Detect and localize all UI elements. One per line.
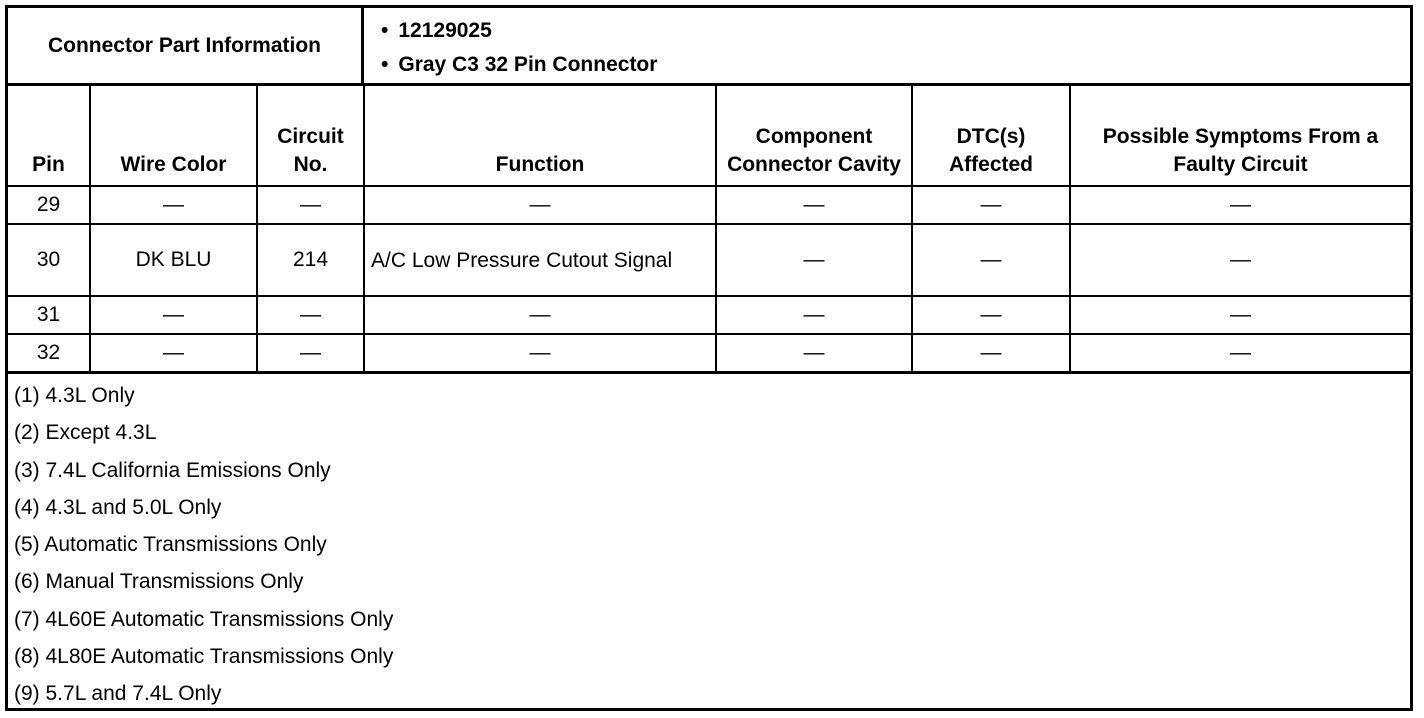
footnote: (6) Manual Transmissions Only [14,570,304,594]
cell-symptoms: — [1070,334,1410,372]
cell-function: — [364,296,716,334]
cell-symptoms: — [1070,186,1410,224]
cell-pin: 31 [8,296,90,334]
pinout-table [8,86,1410,374]
table-row [8,186,1410,224]
col-header-symptoms: Possible Symptoms From a Faulty Circuit [1070,86,1410,186]
table-row [8,334,1410,372]
cell-function: A/C Low Pressure Cutout Signal [364,224,716,296]
cell-wire-color: DK BLU [90,224,257,296]
footnotes [14,377,393,713]
connector-pinout-sheet [5,5,1413,711]
cell-cavity: — [716,296,912,334]
cell-pin: 30 [8,224,90,296]
cell-cavity: — [716,186,912,224]
cell-pin: 29 [8,186,90,224]
part-number: • 12129025 [373,14,657,48]
table-row [8,296,1410,334]
part-info-list [373,14,657,82]
cell-circuit: — [257,186,364,224]
cell-wire-color: — [90,296,257,334]
cell-function: — [364,186,716,224]
cell-cavity: — [716,224,912,296]
cell-circuit: — [257,334,364,372]
cell-symptoms: — [1070,224,1410,296]
footnote: (8) 4L80E Automatic Transmissions Only [14,645,394,669]
cell-symptoms: — [1070,296,1410,334]
header-row [8,86,1410,186]
footnote: (5) Automatic Transmissions Only [14,533,327,557]
connector-part-info [8,8,1410,86]
cell-wire-color: — [90,186,257,224]
cell-dtc: — [912,334,1070,372]
col-header-cavity: Component Connector Cavity [716,86,912,186]
col-header-circuit: Circuit No. [257,86,364,186]
connector-description: • Gray C3 32 Pin Connector [373,48,657,82]
cell-dtc: — [912,224,1070,296]
col-header-pin: Pin [8,86,90,186]
footnote: (7) 4L60E Automatic Transmissions Only [14,607,394,631]
cell-circuit: 214 [257,224,364,296]
footnote: (9) 5.7L and 7.4L Only [14,682,222,706]
table-row [8,224,1410,296]
part-info-label: Connector Part Information [8,8,364,83]
footnote: (2) Except 4.3L [14,421,157,445]
cell-dtc: — [912,186,1070,224]
footnote: (4) 4.3L and 5.0L Only [14,495,222,519]
cell-wire-color: — [90,334,257,372]
cell-pin: 32 [8,334,90,372]
cell-dtc: — [912,296,1070,334]
cell-function: — [364,334,716,372]
cell-circuit: — [257,296,364,334]
footnote: (1) 4.3L Only [14,384,135,407]
footnote: (3) 7.4L California Emissions Only [14,458,331,482]
col-header-wire-color: Wire Color [90,86,257,186]
col-header-dtc: DTC(s) Affected [912,86,1070,186]
cell-cavity: — [716,334,912,372]
col-header-function: Function [364,86,716,186]
